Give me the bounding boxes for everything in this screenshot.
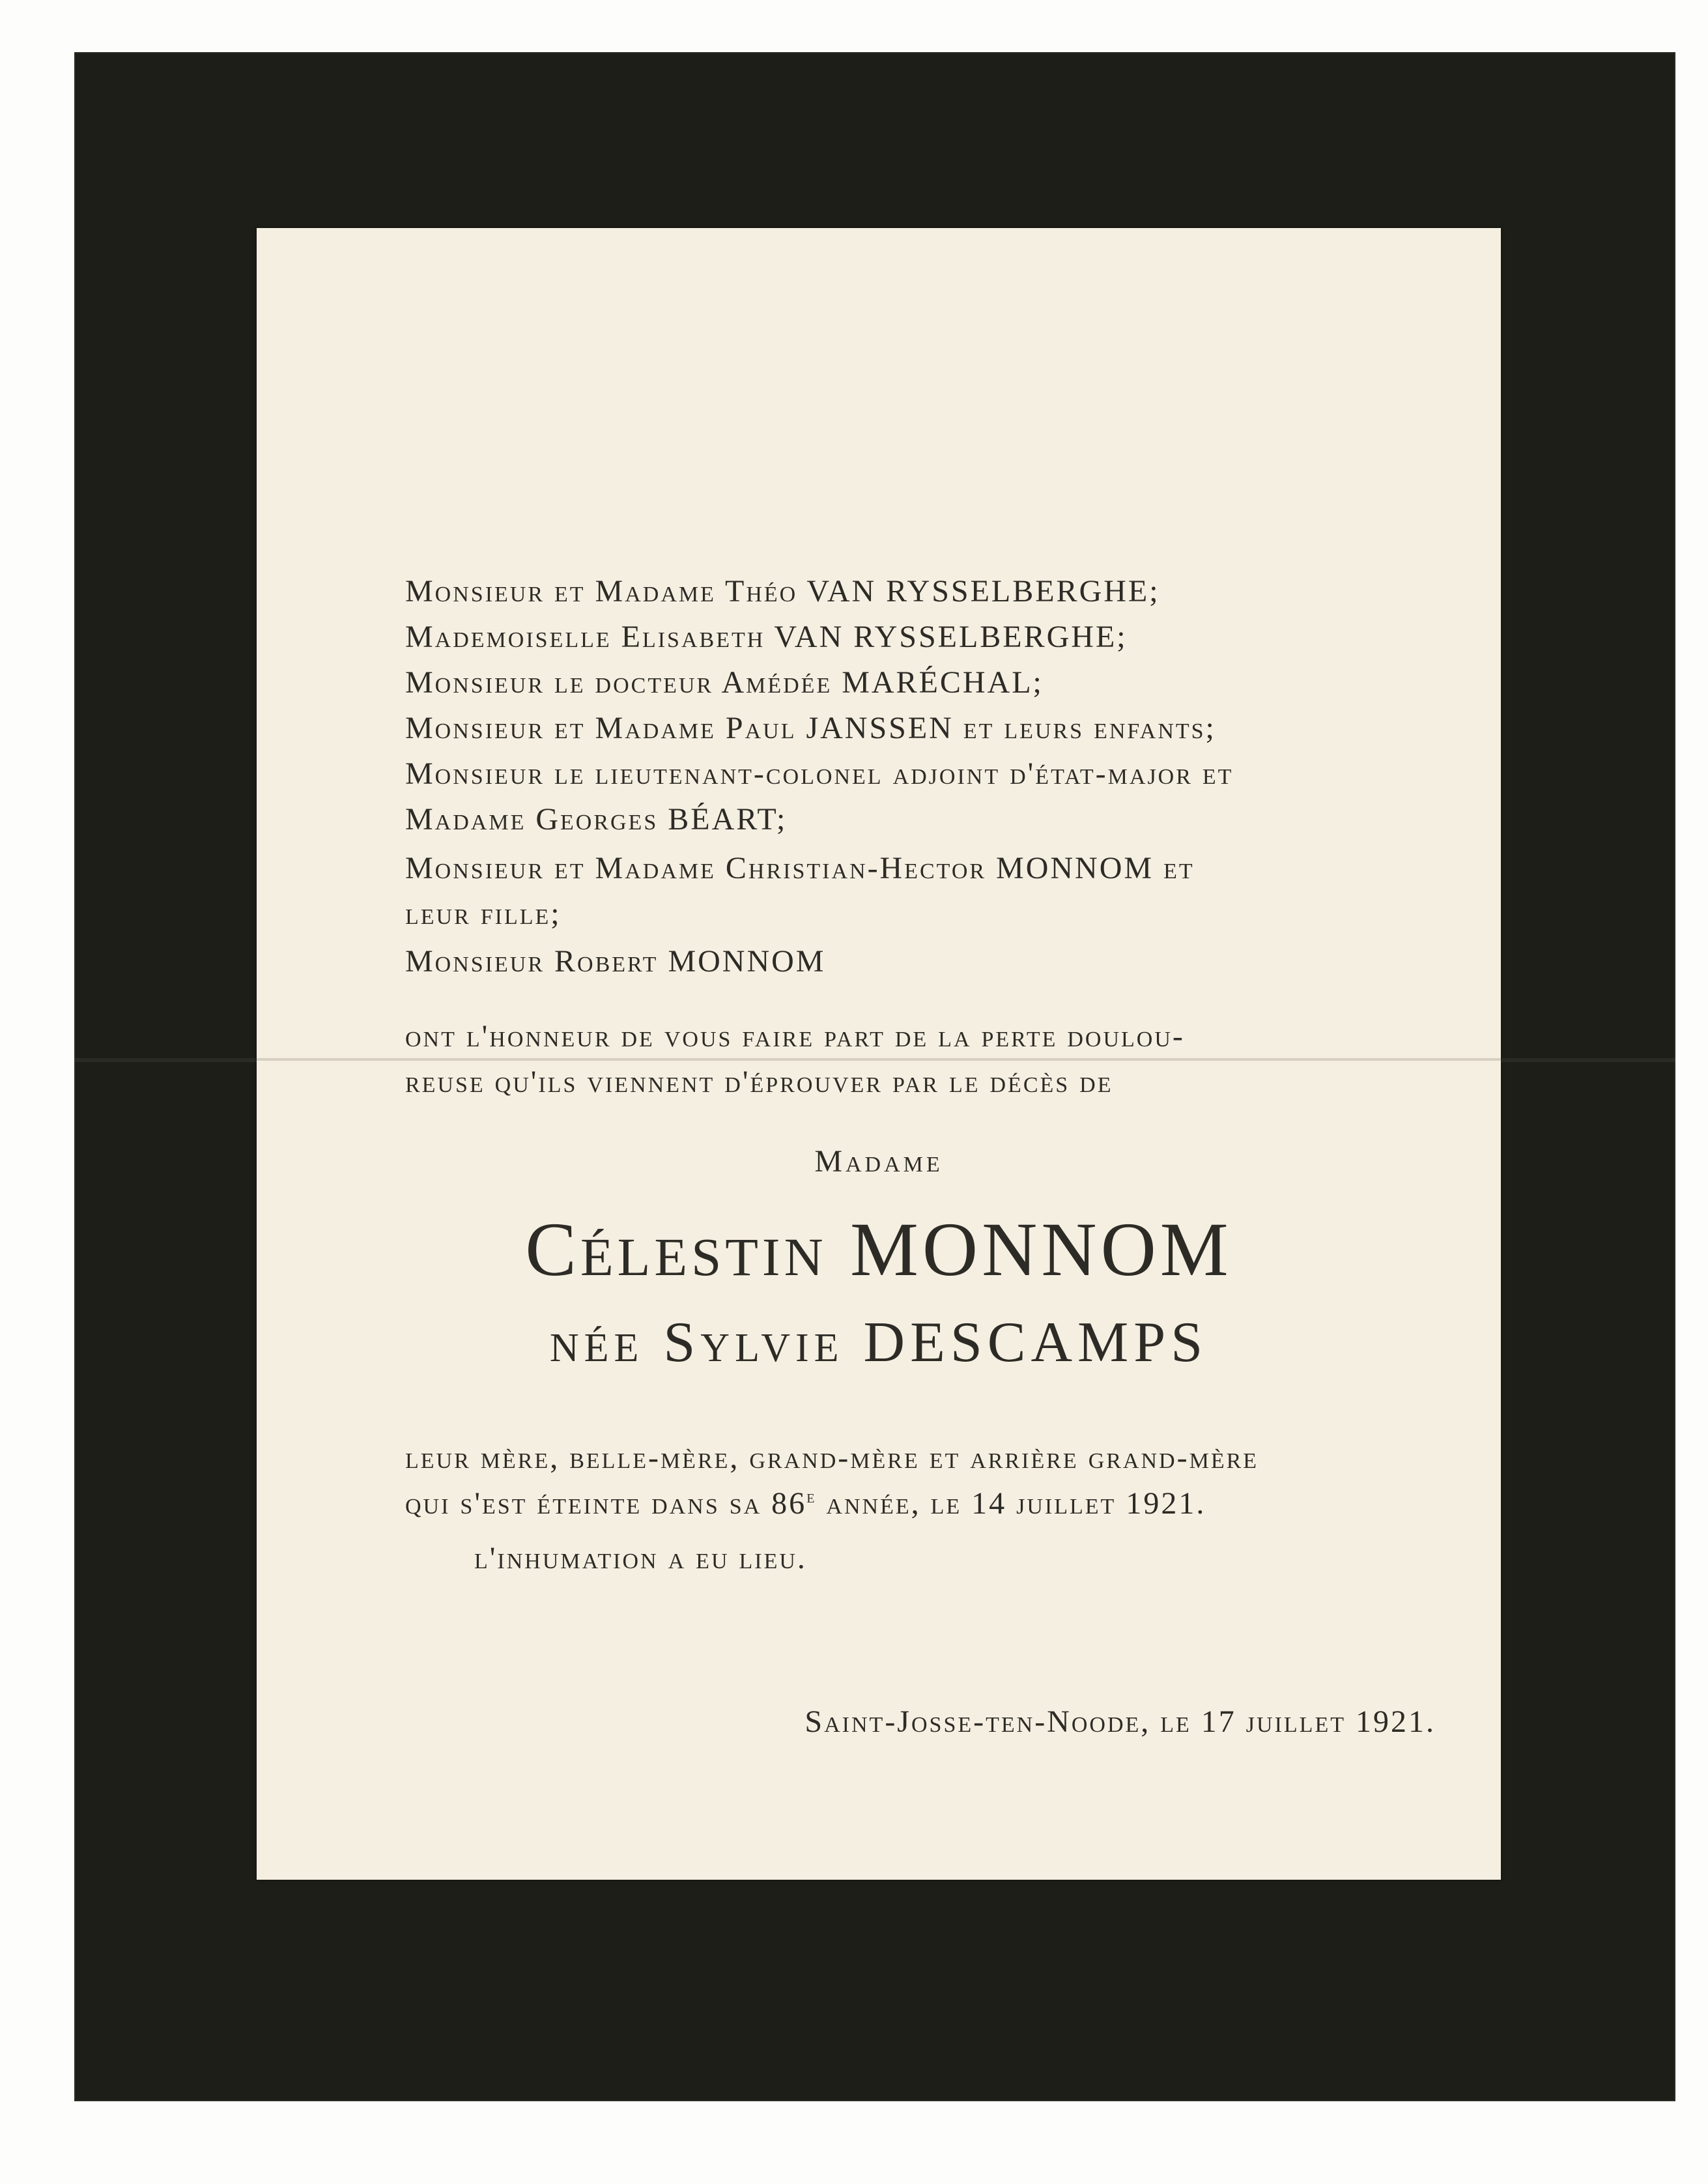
death-line-end: année, le 14 juillet 1921. — [816, 1486, 1206, 1521]
family-line-6: Madame Georges BÉART; — [405, 802, 788, 837]
ordinal-suffix: e — [806, 1487, 817, 1507]
death-line-start: qui s'est éteinte dans sa 86 — [405, 1486, 807, 1521]
family-line-9: Monsieur Robert MONNOM — [405, 944, 826, 979]
paper-fold-crease — [257, 1058, 1501, 1061]
family-line-1: Monsieur et Madame Théo VAN RYSSELBERGHE; — [405, 574, 1160, 609]
family-line-7: Monsieur et Madame Christian-Hector MONNOM et — [405, 851, 1195, 885]
announcement-line-1: ont l'honneur de vous faire part de la perte doulou- — [405, 1019, 1185, 1054]
announcement-line-2: reuse qu'ils viennent d'éprouver par le décès de — [405, 1065, 1113, 1099]
family-line-2: Mademoiselle Elisabeth VAN RYSSELBERGHE; — [405, 620, 1128, 654]
death-line — [405, 1486, 1206, 1522]
family-line-4: Monsieur et Madame Paul JANSSEN et leurs enfants; — [405, 711, 1216, 745]
family-line-3: Monsieur le docteur Amédée MARÉCHAL; — [405, 665, 1044, 700]
deceased-name: Célestin MONNOM — [525, 1207, 1232, 1292]
burial-line: l'inhumation a eu lieu. — [474, 1541, 807, 1575]
family-line-5: Monsieur le lieutenant-colonel adjoint d'état-major et — [405, 756, 1234, 791]
place-and-date: Saint-Josse-ten-Noode, le 17 juillet 1921. — [804, 1704, 1436, 1739]
announcement-paper — [257, 228, 1501, 1880]
deceased-title: Madame — [814, 1144, 943, 1179]
relation-line: leur mère, belle-mère, grand-mère et arrière grand-mère — [405, 1441, 1259, 1475]
family-line-8: leur fille; — [405, 897, 562, 931]
deceased-maiden-name: née Sylvie DESCAMPS — [549, 1311, 1208, 1374]
